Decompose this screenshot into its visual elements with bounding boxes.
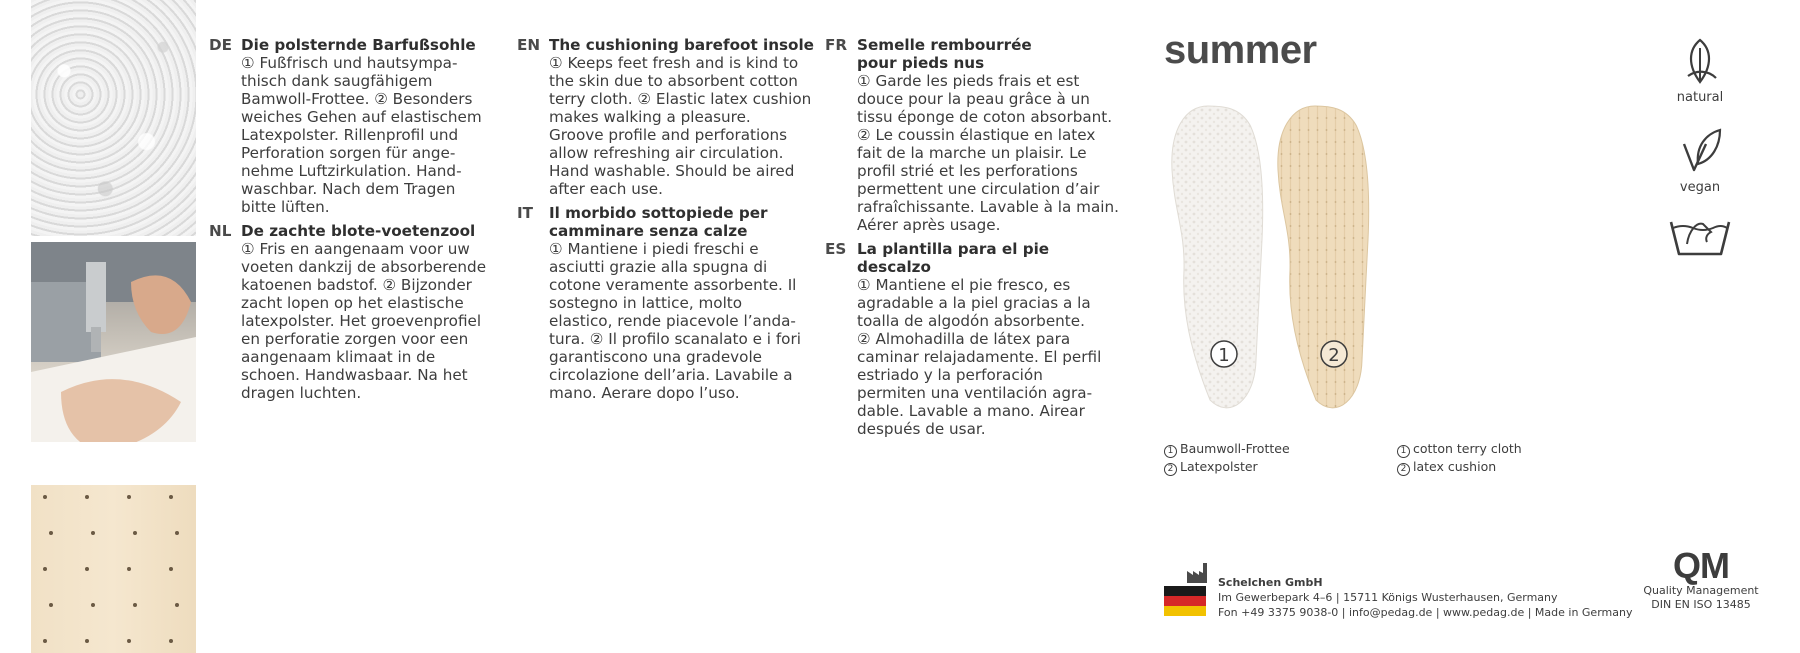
marker-1-label: 1 bbox=[1218, 345, 1230, 366]
lang-heading: La plantilla para el pie descalzo bbox=[857, 240, 1050, 276]
lang-body: ① Mantiene i piedi freschi e asciutti grazie alla spugna di cotone veramente assorbente. Il sostegno in lattice, molto elastico, rende piacevole l’anda- tura. ② Il profilo scanalato e i fori garantiscono una gradevole circolazione dell’aria. Lavabile a mano. Aerare dopo l’uso. bbox=[549, 240, 801, 402]
german-flag-icon bbox=[1164, 586, 1206, 616]
qm-logo: QM bbox=[1673, 545, 1729, 586]
column-en-it bbox=[517, 36, 817, 408]
lang-block-fr bbox=[825, 36, 1125, 234]
vegan-label: vegan bbox=[1679, 180, 1721, 195]
lang-code: EN bbox=[517, 36, 541, 54]
leaf-icon bbox=[1678, 36, 1722, 86]
collection-title: summer bbox=[1164, 28, 1317, 72]
factory-icon bbox=[1187, 563, 1209, 583]
perforation-dot bbox=[175, 603, 179, 607]
legend-item bbox=[1397, 458, 1522, 476]
legend-item bbox=[1164, 440, 1290, 458]
perforation-dot bbox=[85, 639, 89, 643]
legend-en bbox=[1397, 440, 1522, 476]
perforation-dot bbox=[175, 531, 179, 535]
perforation-dot bbox=[127, 495, 131, 499]
natural-label: natural bbox=[1676, 90, 1724, 105]
legend-number: 1 bbox=[1164, 445, 1177, 458]
perforation-dot bbox=[127, 567, 131, 571]
lang-block-nl bbox=[209, 222, 499, 402]
lang-body: ① Fris en aangenaam voor uw voeten dankzij de absorberende katoenen badstof. ② Bijzonder zacht lopen op het elastische latexpolster. Het groevenprofiel en perforatie zorgen voor een aangenaam klimaat in de schoen. Handwasbaar. Na het dragen luchten. bbox=[241, 240, 487, 402]
legend-item bbox=[1164, 458, 1290, 476]
column-de-nl bbox=[209, 36, 499, 408]
perforation-dot bbox=[43, 567, 47, 571]
lang-body: ① Fußfrisch und hautsympa- thisch dank saugfähigem Bamwoll-Frottee. ② Besonders weiches Gehen auf elastischem Latexpolster. Rillenprofil und Perforation sorgen für ange- nehme Luftzirkulation. Hand- waschbar. Nach dem Tragen bitte lüften. bbox=[241, 54, 482, 216]
lang-body: ① Keeps feet fresh and is kind to the skin due to absorbent cotton terry cloth. ② Elastic latex cushion makes walking a pleasure. Groove profile and perforations allow refreshing air circulation. Hand washable. Should be aired after each use. bbox=[549, 54, 812, 198]
lang-block-en bbox=[517, 36, 817, 198]
latex-cushion-photo bbox=[31, 485, 196, 653]
legend-label: Baumwoll-Frottee bbox=[1180, 441, 1290, 456]
column-fr-es bbox=[825, 36, 1125, 444]
lang-body: ① Mantiene el pie fresco, es agradable a la piel gracias a la toalla de algodón absorbente. ② Almohadilla de látex para caminar relajadamente. El perfil estriado y la perforación permiten una ventilación agra- dable. Lavable a mano. Airear después de usar. bbox=[857, 276, 1102, 438]
lang-code: ES bbox=[825, 240, 847, 258]
perforation-dot bbox=[169, 639, 173, 643]
lang-block-de bbox=[209, 36, 499, 216]
perforation-dot bbox=[43, 639, 47, 643]
legend-item bbox=[1397, 440, 1522, 458]
legend-number: 2 bbox=[1164, 463, 1177, 476]
lang-heading: The cushioning barefoot insole bbox=[549, 36, 814, 54]
hand-wash-attribute bbox=[1660, 212, 1740, 264]
lang-code: DE bbox=[209, 36, 232, 54]
perforation-dot bbox=[91, 603, 95, 607]
terry-cloth-photo bbox=[31, 0, 196, 236]
legend-de bbox=[1164, 440, 1290, 476]
legend-number: 2 bbox=[1397, 463, 1410, 476]
perforation-dot bbox=[169, 495, 173, 499]
perforation-dot bbox=[169, 567, 173, 571]
legend-number: 1 bbox=[1397, 445, 1410, 458]
perforation-dot bbox=[85, 567, 89, 571]
perforation-dot bbox=[133, 603, 137, 607]
hand-wash-icon bbox=[1667, 212, 1733, 260]
marker-2-label: 2 bbox=[1328, 345, 1340, 366]
vegan-leaf-icon bbox=[1676, 124, 1724, 176]
lang-code: NL bbox=[209, 222, 232, 240]
company-name: Schelchen GmbH bbox=[1218, 576, 1323, 589]
manufacturer-info bbox=[1218, 575, 1632, 620]
sewing-photo bbox=[31, 242, 196, 478]
lang-heading: Il morbido sottopiede per camminare senza calze bbox=[549, 204, 768, 240]
company-address: Im Gewerbepark 4–6 | 15711 Königs Wusterhausen, Germany bbox=[1218, 591, 1558, 604]
natural-attribute bbox=[1660, 36, 1740, 105]
perforation-dot bbox=[43, 495, 47, 499]
lang-block-es bbox=[825, 240, 1125, 438]
lang-block-it bbox=[517, 204, 817, 402]
lang-heading: Semelle rembourrée pour pieds nus bbox=[857, 36, 1032, 72]
perforation-dot bbox=[49, 531, 53, 535]
insoles-illustration bbox=[1160, 100, 1400, 410]
perforation-dot bbox=[91, 531, 95, 535]
legend-label: Latexpolster bbox=[1180, 459, 1258, 474]
sewing-illustration bbox=[31, 242, 196, 478]
qm-line1: Quality Management bbox=[1643, 584, 1759, 597]
perforation-dot bbox=[133, 531, 137, 535]
lang-body: ① Garde les pieds frais et est douce pour la peau grâce à un tissu éponge de coton absorbant. ② Le coussin élastique en latex fait de la marche un plaisir. Le profil strié et les perforations permettent une circulation d’air rafraîchissante. Lavable à la main. Aérer après usage. bbox=[857, 72, 1119, 234]
lang-code: IT bbox=[517, 204, 534, 222]
legend-label: latex cushion bbox=[1413, 459, 1497, 474]
lang-heading: Die polsternde Barfußsohle bbox=[241, 36, 476, 54]
quality-management bbox=[1636, 545, 1766, 612]
perforation-dot bbox=[127, 639, 131, 643]
lang-heading: De zachte blote-voetenzool bbox=[241, 222, 476, 240]
perforation-dot bbox=[85, 495, 89, 499]
vegan-attribute bbox=[1660, 124, 1740, 195]
company-contact: Fon +49 3375 9038-0 | info@pedag.de | www.pedag.de | Made in Germany bbox=[1218, 606, 1633, 619]
lang-code: FR bbox=[825, 36, 848, 54]
perforation-dot bbox=[49, 603, 53, 607]
qm-line2: DIN EN ISO 13485 bbox=[1651, 598, 1751, 611]
legend-label: cotton terry cloth bbox=[1413, 441, 1522, 456]
